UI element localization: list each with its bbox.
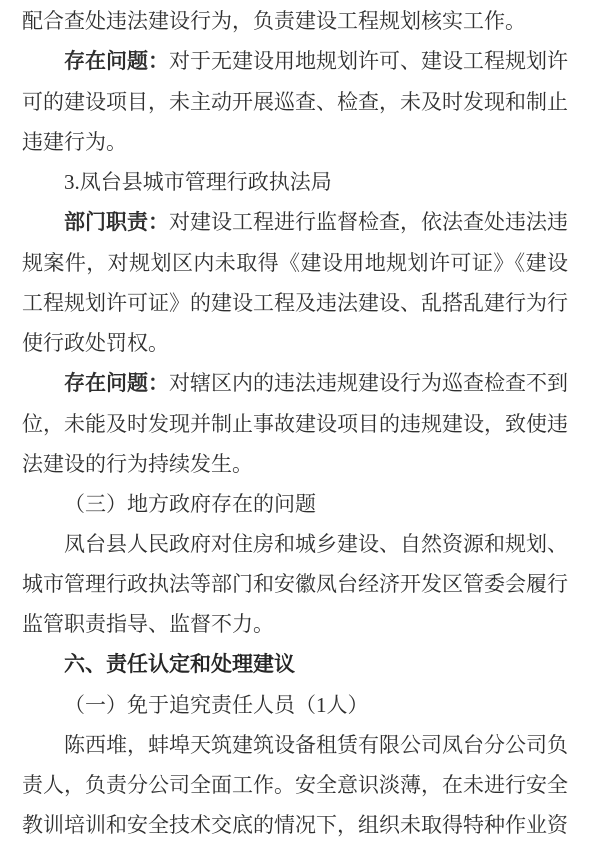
paragraph bbox=[22, 202, 568, 363]
paragraph-text: 3.凤台县城市管理行政执法局 bbox=[64, 170, 332, 194]
section-heading bbox=[22, 644, 568, 685]
section-subheading-text: （三）地方政府存在的问题 bbox=[64, 492, 316, 516]
paragraph-text: 对建设工程进行监督检查，依法查处违法违规案件，对规划区内未取得《建设用地规划许可证》《建设工程规划许可证》的建设工程及违法建设、乱搭乱建行为行使行政处罚权。 bbox=[22, 210, 568, 355]
paragraph bbox=[22, 162, 568, 202]
paragraph bbox=[22, 363, 568, 484]
paragraph bbox=[22, 725, 568, 845]
paragraph-text: 陈西堆，蚌埠天筑建筑设备租赁有限公司凤台分公司负责人，负责分公司全面工作。安全意识淡薄，在未进行安全教训培训和安全技术交底的情况下，组织未取得特种作业资 bbox=[22, 733, 568, 837]
paragraph-label: 存在问题： bbox=[64, 372, 169, 395]
paragraph-label: 存在问题： bbox=[64, 50, 169, 73]
paragraph-text: 凤台县人民政府对住房和城乡建设、自然资源和规划、城市管理行政执法等部门和安徽凤台经济开发区管委会履行监管职责指导、监督不力。 bbox=[22, 532, 568, 636]
paragraph bbox=[22, 41, 568, 162]
paragraph-text: 对辖区内的违法违规建设行为巡查检查不到位，未能及时发现并制止事故建设项目的违规建设，致使违法建设的行为持续发生。 bbox=[22, 371, 568, 476]
section-subheading bbox=[22, 685, 568, 725]
paragraph bbox=[22, 1, 568, 41]
section-subheading bbox=[22, 484, 568, 524]
section-subheading-text: （一）免于追究责任人员（1人） bbox=[64, 693, 369, 717]
paragraph-text: 配合查处违法建设行为，负责建设工程规划核实工作。 bbox=[22, 9, 526, 33]
section-heading-text: 六、责任认定和处理建议 bbox=[64, 653, 295, 676]
paragraph bbox=[22, 524, 568, 644]
paragraph-text: 对于无建设用地规划许可、建设工程规划许可的建设项目，未主动开展巡查、检查，未及时发现和制止违建行为。 bbox=[22, 49, 568, 154]
paragraph-label: 部门职责： bbox=[64, 211, 169, 234]
